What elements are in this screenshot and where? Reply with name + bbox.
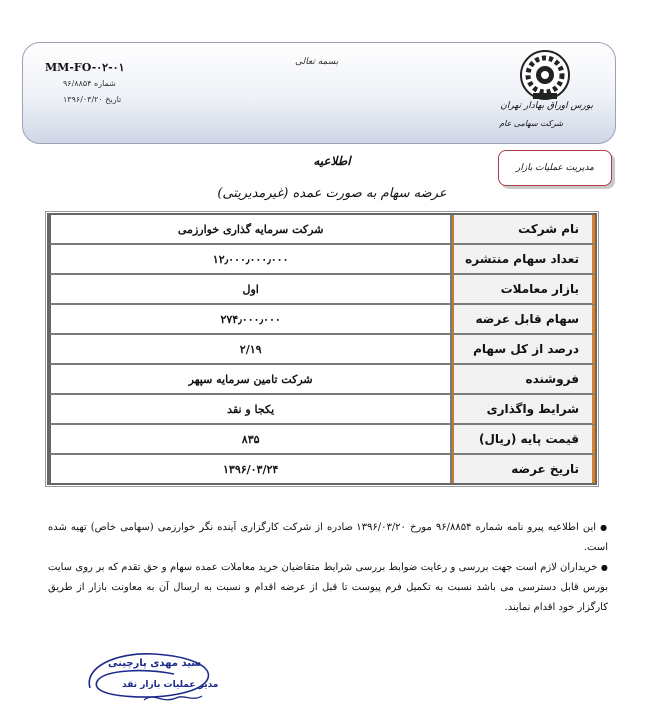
signatory-name: سید مهدی پارچینی [108, 658, 202, 669]
signature-scribble-icon [84, 648, 214, 706]
table-row [49, 425, 595, 455]
bullet-icon: ● [600, 563, 608, 572]
note-item [48, 558, 608, 618]
label-cell: درصد از کل سهام [452, 335, 595, 365]
bullet-icon: ● [600, 523, 608, 532]
value-cell: ۱۳۹۶/۰۳/۲۴ [49, 455, 452, 483]
table-row [49, 215, 595, 245]
label-cell: فروشنده [452, 365, 595, 395]
value-cell: ۲/۱۹ [49, 335, 452, 365]
letter-number: شماره ۹۶/۸۸۵۴ [63, 79, 116, 88]
page-subtitle: عرضه سهام به صورت عمده (غیرمدیریتی) [217, 186, 447, 201]
table-row [49, 305, 595, 335]
note-text: این اطلاعیه پیرو نامه شماره ۹۶/۸۸۵۴ مورخ ۱۳۹۶/۰۳/۲۰ صادره از شرکت کارگزاری آینده نگر خوارزمی (سهامی خاص) تهیه شده است. [48, 522, 608, 553]
value-cell: ۱۲٫۰۰۰٫۰۰۰٫۰۰۰ [49, 245, 452, 275]
value-cell: اول [49, 275, 452, 305]
offering-details-table [47, 213, 597, 485]
label-cell: تاریخ عرضه [452, 455, 595, 483]
basmala-text: بسمه تعالی [295, 57, 339, 67]
value-cell: یکجا و نقد [49, 395, 452, 425]
notes-section [48, 518, 608, 618]
table-row [49, 275, 595, 305]
letterhead [22, 42, 616, 144]
signatory-title: مدیر عملیات بازار نقد [122, 680, 219, 690]
value-cell: ۲۷۴٫۰۰۰٫۰۰۰ [49, 305, 452, 335]
value-cell: ۸۳۵ [49, 425, 452, 455]
label-cell: تعداد سهام منتشره [452, 245, 595, 275]
label-cell: شرایط واگذاری [452, 395, 595, 425]
table-row [49, 245, 595, 275]
note-item [48, 518, 608, 558]
exchange-logo-icon [519, 49, 571, 101]
value-cell: شرکت سرمایه گذاری خوارزمی [49, 215, 452, 245]
table-row [49, 395, 595, 425]
label-cell: قیمت پایه (ریال) [452, 425, 595, 455]
organization-type: شرکت سهامی عام [499, 119, 563, 128]
table-row [49, 365, 595, 395]
page-title: اطلاعیه [313, 154, 351, 168]
value-cell: شرکت تامین سرمایه سپهر [49, 365, 452, 395]
label-cell: نام شرکت [452, 215, 595, 245]
note-text: خریداران لازم است جهت بررسی و رعایت ضوابط بررسی شرایط متقاضیان خرید معاملات عمده سهام و حق تقدم که بر روی سایت بورس قابل دسترسی می باشد نسبت به تکمیل فرم پیوست تا قبل از عرضه اقدام و نسبت به ارسال آن به معاونت بازار از طریق کارگزار خود اقدام نمایند. [48, 562, 608, 613]
letter-date: تاریخ ۱۳۹۶/۰۳/۲۰ [63, 95, 122, 104]
label-cell: سهام قابل عرضه [452, 305, 595, 335]
label-cell: بازار معاملات [452, 275, 595, 305]
document-code: MM-FO-۰۲-۰۱ [45, 61, 125, 74]
table-row [49, 455, 595, 483]
table-row [49, 335, 595, 365]
organization-name: بورس اوراق بهادار تهران [500, 101, 593, 111]
department-badge: مدیریت عملیات بازار [498, 150, 612, 186]
